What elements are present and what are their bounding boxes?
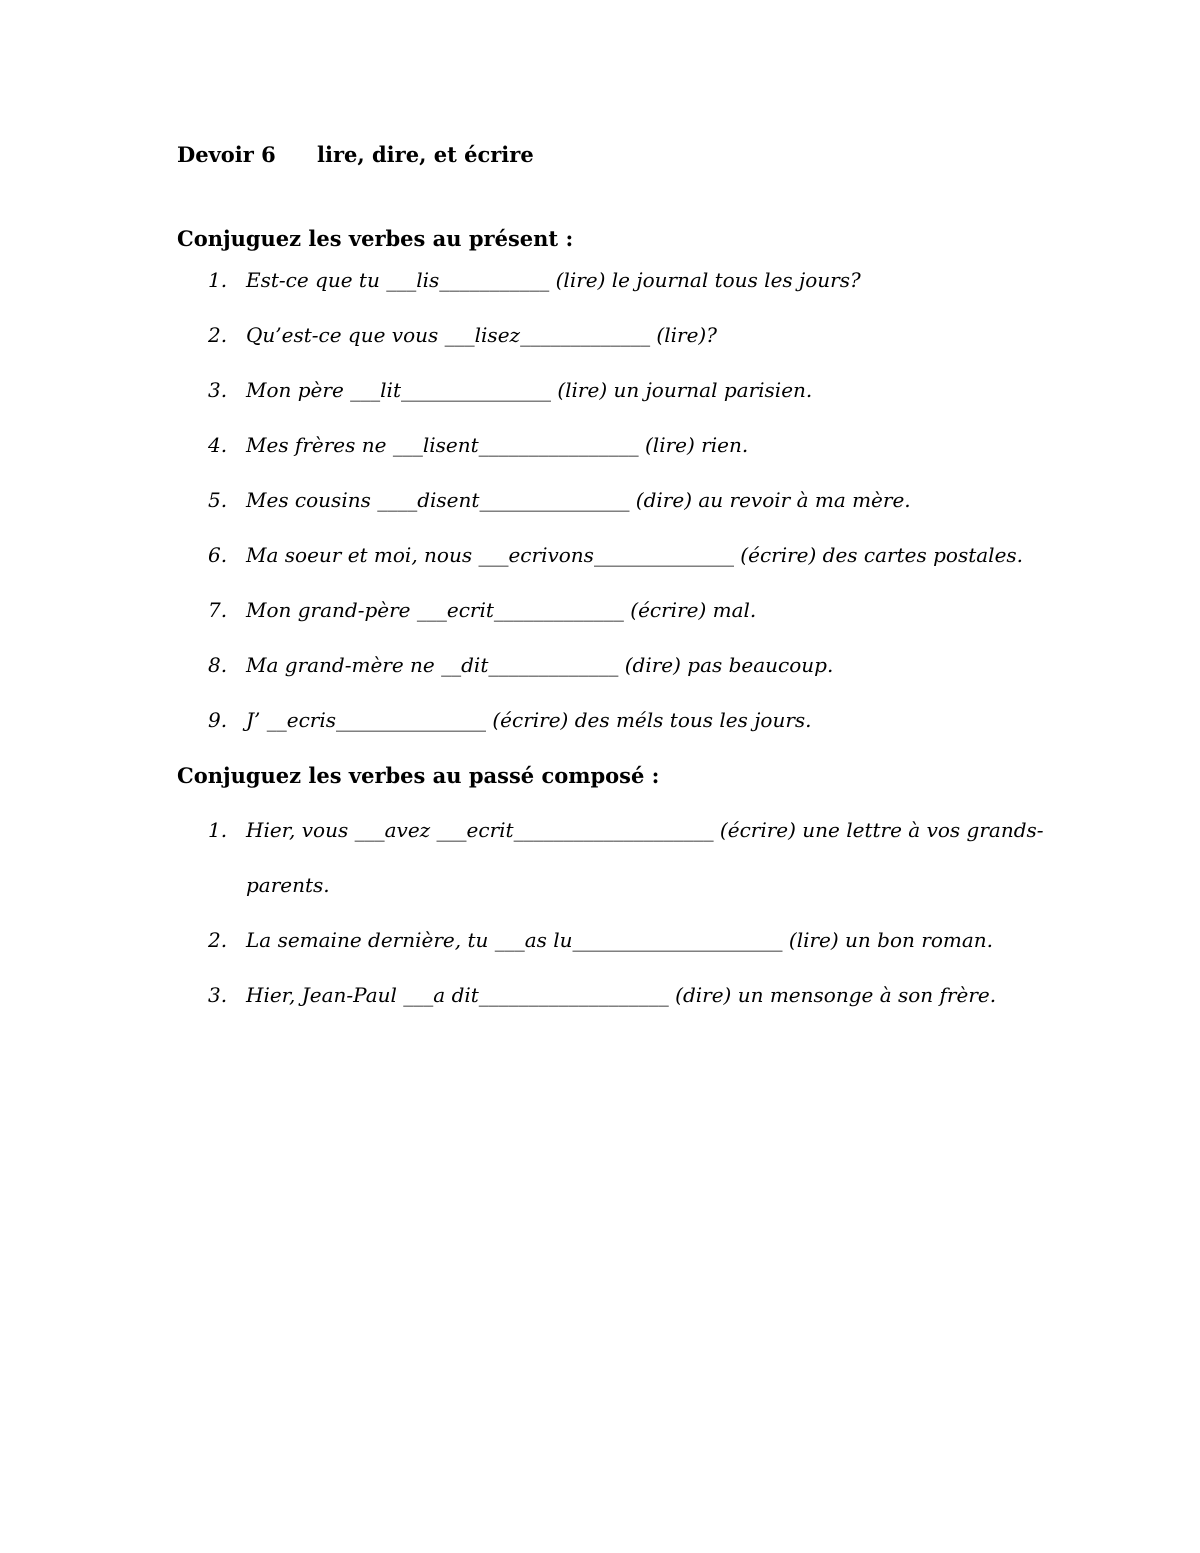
exercise-number: 9. bbox=[208, 708, 228, 732]
exercise-text: Ma soeur et moi, nous ___ecrivons______________ (écrire) des cartes postales. bbox=[246, 543, 1024, 567]
exercise-number: 1. bbox=[208, 818, 228, 842]
section-heading-present: Conjuguez les verbes au présent : bbox=[177, 226, 574, 251]
exercise-text: Hier, vous ___avez ___ecrit____________________ (écrire) une lettre à vos grands- bbox=[246, 818, 1044, 842]
exercise-item bbox=[208, 653, 1008, 677]
exercise-item bbox=[208, 488, 1008, 512]
exercise-number: 8. bbox=[208, 653, 228, 677]
exercise-text: Qu’est-ce que vous ___lisez_____________ (lire)? bbox=[246, 323, 717, 347]
exercise-item bbox=[208, 708, 1008, 732]
exercise-number: 4. bbox=[208, 433, 228, 457]
assignment-number: Devoir 6 bbox=[177, 142, 276, 167]
exercise-number: 5. bbox=[208, 488, 228, 512]
exercise-text: J’ __ecris_______________ (écrire) des méls tous les jours. bbox=[246, 708, 812, 732]
exercise-item bbox=[208, 268, 1008, 292]
exercise-item bbox=[208, 818, 1044, 842]
exercise-item bbox=[208, 433, 1008, 457]
exercise-text: La semaine dernière, tu ___as lu_____________________ (lire) un bon roman. bbox=[246, 928, 993, 952]
exercise-text: Est-ce que tu ___lis___________ (lire) le journal tous les jours? bbox=[246, 268, 861, 292]
assignment-topic: lire, dire, et écrire bbox=[317, 142, 534, 167]
exercise-text: Mon grand-père ___ecrit_____________ (écrire) mal. bbox=[246, 598, 757, 622]
exercise-number: 7. bbox=[208, 598, 228, 622]
document-title bbox=[177, 142, 534, 167]
exercise-item bbox=[208, 983, 1008, 1007]
exercise-number: 2. bbox=[208, 323, 228, 347]
section-heading-passe-compose: Conjuguez les verbes au passé composé : bbox=[177, 763, 660, 788]
exercise-number: 3. bbox=[208, 983, 228, 1007]
exercise-item bbox=[208, 598, 1008, 622]
exercise-number: 3. bbox=[208, 378, 228, 402]
exercise-text: Mes frères ne ___lisent________________ (lire) rien. bbox=[246, 433, 749, 457]
exercise-item bbox=[208, 543, 1024, 567]
exercise-item bbox=[208, 323, 1008, 347]
exercise-number: 1. bbox=[208, 268, 228, 292]
exercise-text: Mes cousins ____disent_______________ (dire) au revoir à ma mère. bbox=[246, 488, 911, 512]
exercise-number: 6. bbox=[208, 543, 228, 567]
exercise-text: Ma grand-mère ne __dit_____________ (dire) pas beaucoup. bbox=[246, 653, 834, 677]
exercise-text: Mon père ___lit_______________ (lire) un journal parisien. bbox=[246, 378, 813, 402]
exercise-number: 2. bbox=[208, 928, 228, 952]
exercise-text-continuation: parents. bbox=[246, 873, 330, 897]
exercise-item bbox=[208, 378, 1008, 402]
exercise-item bbox=[208, 928, 1008, 952]
exercise-text: Hier, Jean-Paul ___a dit___________________ (dire) un mensonge à son frère. bbox=[246, 983, 997, 1007]
